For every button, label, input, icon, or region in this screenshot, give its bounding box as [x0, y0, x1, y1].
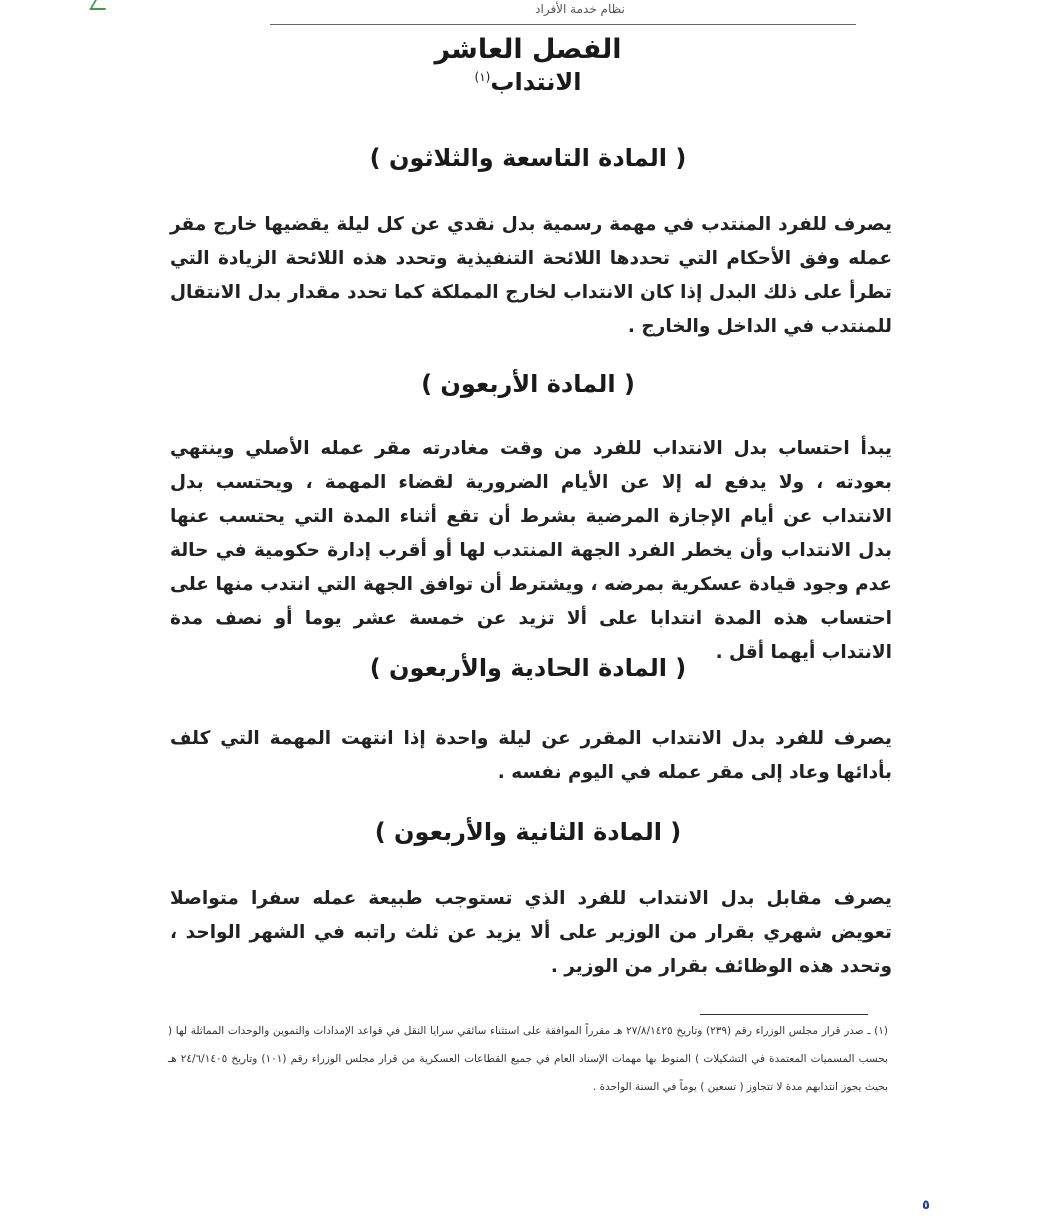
- article-42-heading: ( المادة الثانية والأربعون ): [374, 818, 682, 846]
- article-41-heading: ( المادة الحادية والأربعون ): [369, 654, 687, 682]
- article-40-body: يبدأ احتساب بدل الانتداب للفرد من وقت مغادرته مقر عمله الأصلي وينتهي بعودته ، ولا يدفع له إلا عن الأيام الضرورية لقضاء المهمة ، ويحتسب بدل الانتداب عن أيام الإجازة المرضية بشرط أن تقع أثناء المدة التي يحتسب عنها بدل الانتداب وأن يخطر الفرد الجهة المنتدب لها أو أقرب إدارة حكومية في حالة عدم وجود قيادة عسكرية بمرضه ، ويشترط أن توافق الجهة التي انتدب منها على احتساب هذه المدة انتدابا على ألا تزيد عن خمسة عشر يوما أو نصف مدة الانتداب أيهما أقل .: [170, 438, 892, 663]
- chapter-subtitle-text: الانتداب: [490, 68, 582, 96]
- header-rule: [270, 24, 856, 25]
- corner-mark: [89, 0, 111, 10]
- running-header: نظام خدمة الأفراد: [535, 2, 625, 16]
- article-40-heading: ( المادة الأربعون ): [421, 370, 635, 398]
- footnote: (١) ـ صدر قرار مجلس الوزراء رقم (٢٣٩) وتاريخ ٢٧/٨/١٤٢٥ هـ مقرراً الموافقة على استثناء سائقي سرايا النقل في قواعد الإمدادات والتموين والوحدات المماثلة لها ( بحسب المسميات المعتمدة في التشكيلات ) المنوط بها مهمات الإسناد العام في جميع القطاعات العسكرية من قرار مجلس الوزراء رقم (١٠١) وتاريخ ٢٤/٦/١٤٠٥ هـ بحيث يجوز انتدابهم مدة لا تتجاوز ( تسعين ) يوماً في السنة الواحدة .: [168, 1025, 889, 1093]
- page-number: ٥: [922, 1198, 930, 1213]
- article-39-body: يصرف للفرد المنتدب في مهمة رسمية بدل نقدي عن كل ليلة يقضيها خارج مقر عمله وفق الأحكام التي تحددها اللائحة التنفيذية وتحدد هذه اللائحة الزيادة التي تطرأ على ذلك البدل إذا كان الانتداب لخارج المملكة كما تحدد مقدار بدل الانتقال للمنتدب في الداخل والخارج .: [170, 214, 892, 337]
- article-39-heading: ( المادة التاسعة والثلاثون ): [369, 144, 687, 172]
- footnote-marker: (١): [474, 70, 491, 84]
- chapter-title: الفصل العاشر: [434, 34, 622, 65]
- article-41-body: يصرف للفرد بدل الانتداب المقرر عن ليلة واحدة إذا انتهت المهمة التي كلف بأدائها وعاد إلى مقر عمله في اليوم نفسه .: [170, 728, 892, 783]
- footnote-rule: [700, 1014, 868, 1015]
- chapter-subtitle: [0, 68, 1056, 96]
- article-42-body: يصرف مقابل بدل الانتداب للفرد الذي تستوجب طبيعة عمله سفرا متواصلا تعويض شهري بقرار من الوزير على ألا يزيد عن ثلث راتبه في الشهر الواحد ، وتحدد هذه الوظائف بقرار من الوزير .: [170, 888, 892, 977]
